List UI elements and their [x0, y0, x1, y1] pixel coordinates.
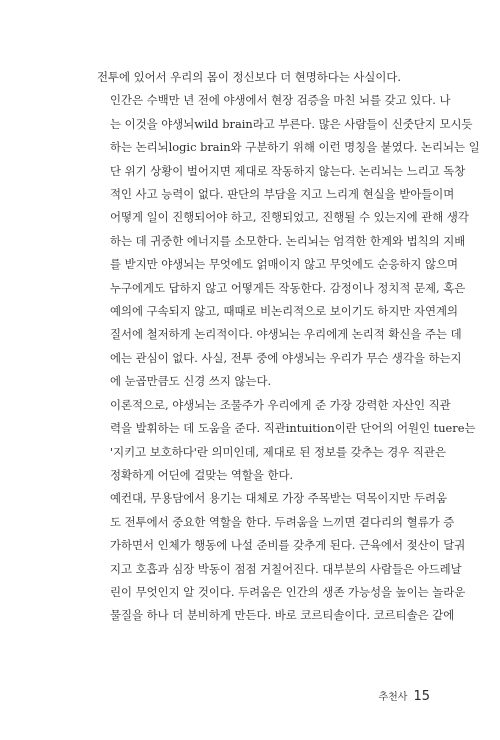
- text-line: 를 받지만 야생뇌는 무엇에도 얽매이지 않고 무엇에도 순응하지 않으며: [110, 257, 459, 272]
- text-line: 질서에 철저하게 논리적이다. 야생뇌는 우리에게 논리적 확신을 주는 데: [110, 327, 462, 342]
- text-line: 전투에 있어서 우리의 몸이 정신보다 더 현명하다는 사실이다.: [97, 70, 402, 84]
- text-line: 에 눈곱만큼도 신경 쓰지 않는다.: [110, 374, 272, 389]
- text-line: 물질을 하나 더 분비하게 만든다. 바로 코르티솔이다. 코르티솔은 같에: [110, 608, 455, 623]
- text-line: 누구에게도 답하지 않고 어떻게든 작동한다. 감정이나 정치적 문제, 혹은: [110, 280, 466, 295]
- text-line: 인간은 수백만 년 전에 야생에서 현장 검증을 마친 뇌를 갖고 있다. 나: [110, 93, 451, 108]
- paragraph: [97, 66, 427, 89]
- text-line: 예의에 구속되지 않고, 때때로 비논리적으로 보이기도 하지만 자연계의: [110, 304, 459, 319]
- running-title: 추천사: [378, 692, 408, 703]
- paragraph: [97, 487, 466, 627]
- text-line: 지고 호흡과 심장 박동이 점점 거칠어진다. 대부분의 사람들은 아드레날: [110, 561, 462, 576]
- text-line: 예컨대, 무용담에서 용기는 대체로 가장 주목받는 덕목이지만 두려움: [110, 491, 448, 506]
- text-line: '지키고 보호하다'란 의미인데, 제대로 된 정보를 갖추는 경우 직관은: [110, 444, 446, 459]
- paragraph: [97, 89, 480, 393]
- text-line: 린이 무엇인지 알 것이다. 두려움은 인간의 생존 가능성을 높이는 놀라운: [110, 584, 466, 599]
- text-line: 도 전투에서 중요한 역할을 한다. 두려움을 느끼면 곁다리의 혈류가 증: [110, 514, 455, 529]
- page-number: 15: [413, 689, 430, 704]
- text-line: 에는 관심이 없다. 사실, 전투 중에 야생뇌는 우리가 무슨 생각을 하는지: [110, 350, 462, 365]
- text-line: 력을 발휘하는 데 도움을 준다. 직관intuition이란 단어의 어원인 tuere는: [110, 421, 476, 436]
- text-line: 하는 데 귀중한 에너지를 소모한다. 논리뇌는 엄격한 한계와 법칙의 지배: [110, 233, 466, 248]
- text-line: 단 위기 상황이 벌어지면 제대로 작동하지 않는다. 논리뇌는 느리고 독창: [110, 163, 466, 178]
- body-text: [97, 66, 480, 628]
- page-footer: [378, 688, 430, 704]
- text-line: 정확하게 어딘에 걸맞는 역할을 한다.: [110, 467, 294, 482]
- text-line: 적인 사고 능력이 없다. 판단의 부담을 지고 느리게 현실을 받아들이며: [110, 187, 455, 202]
- text-line: 는 이것을 야생뇌wild brain라고 부른다. 많은 사람들이 신줏단지 모시듯: [110, 116, 473, 131]
- text-line: 가하면서 인체가 행동에 나설 준비를 갖추게 된다. 근육에서 젖산이 달궈: [110, 538, 466, 553]
- text-line: 이론적으로, 야생뇌는 조물주가 우리에게 준 가장 강력한 자산인 직관: [110, 397, 451, 412]
- paragraph: [97, 394, 476, 488]
- text-line: 하는 논리뇌logic brain와 구분하기 위해 이런 명칭을 붙였다. 논리뇌는 일: [110, 140, 480, 155]
- text-line: 어떻게 일이 진행되어야 하고, 진행되었고, 진행될 수 있는지에 관해 생각: [110, 210, 469, 225]
